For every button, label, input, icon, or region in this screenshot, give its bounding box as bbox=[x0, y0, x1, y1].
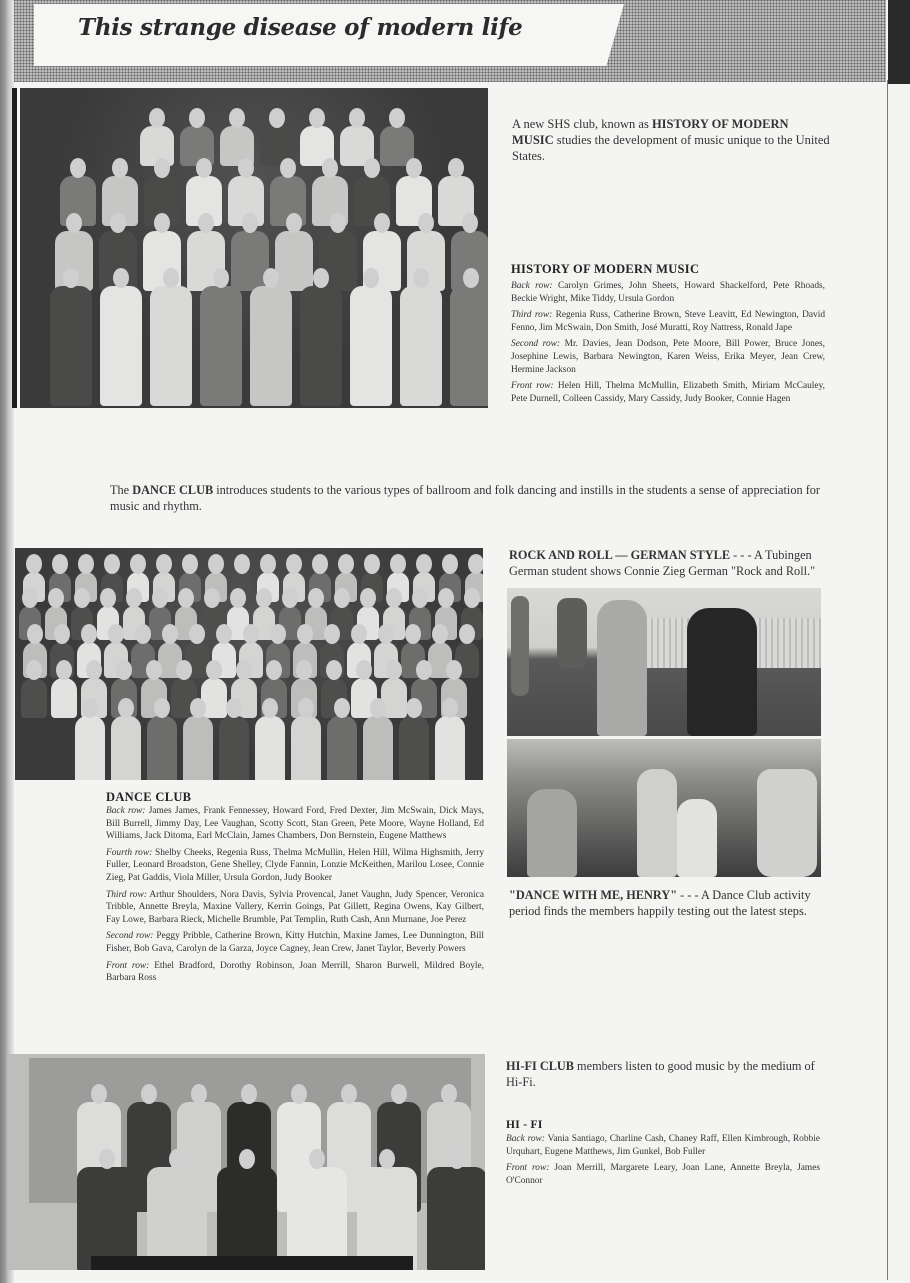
figure-head bbox=[291, 1084, 307, 1104]
figure-head bbox=[135, 624, 151, 644]
figure-head bbox=[204, 588, 220, 608]
figure-head bbox=[113, 268, 129, 288]
figure-head bbox=[341, 1084, 357, 1104]
figure-head bbox=[446, 660, 462, 680]
figure-head bbox=[149, 108, 165, 128]
figure-head bbox=[448, 158, 464, 178]
figure-head bbox=[99, 1149, 115, 1169]
figure-head bbox=[351, 624, 367, 644]
figure-head bbox=[262, 698, 278, 718]
figure-head bbox=[406, 698, 422, 718]
figure-body bbox=[147, 716, 177, 780]
figure-body bbox=[327, 716, 357, 780]
hifi-club-group-photo bbox=[7, 1054, 485, 1270]
figure-head bbox=[198, 213, 214, 233]
figure-head bbox=[189, 624, 205, 644]
figure-head bbox=[269, 108, 285, 128]
figure-head bbox=[459, 624, 475, 644]
figure-body bbox=[291, 716, 321, 780]
history-club-intro: A new SHS club, known as HISTORY OF MODERN MUSIC studies the development of music unique to the United States. bbox=[512, 117, 830, 163]
figure-head bbox=[416, 660, 432, 680]
figure-head bbox=[464, 588, 480, 608]
page-binding-shadow bbox=[12, 88, 17, 408]
dancer-center bbox=[637, 769, 677, 877]
figure-head bbox=[256, 588, 272, 608]
rock-and-roll-photo bbox=[507, 588, 821, 736]
figure-body bbox=[427, 1167, 485, 1270]
figure-head bbox=[364, 158, 380, 178]
figure-head bbox=[442, 698, 458, 718]
figure-head bbox=[126, 588, 142, 608]
dancer-left bbox=[527, 789, 577, 877]
figure-body bbox=[100, 286, 142, 406]
figure-head bbox=[241, 1084, 257, 1104]
page-title: This strange disease of modern life bbox=[78, 14, 523, 41]
figure-body bbox=[357, 1167, 417, 1270]
figure-head bbox=[163, 268, 179, 288]
figure-head bbox=[418, 213, 434, 233]
figure-head bbox=[162, 624, 178, 644]
figure-head bbox=[154, 698, 170, 718]
dance-with-me-henry-photo bbox=[507, 739, 821, 877]
figure-head bbox=[349, 108, 365, 128]
dance-with-me-caption: "DANCE WITH ME, HENRY" - - - A Dance Club activity period finds the members happily testing out the latest steps. bbox=[509, 888, 811, 918]
roster-row: Front row: Ethel Bradford, Dorothy Robinson, Joan Merrill, Sharon Burwell, Mildred Boyle, Barbara Ross bbox=[106, 960, 485, 984]
figure-head bbox=[152, 588, 168, 608]
figure-head bbox=[324, 624, 340, 644]
figure-head bbox=[116, 660, 132, 680]
dancer-boy bbox=[687, 608, 757, 736]
figure-head bbox=[374, 213, 390, 233]
figure-head bbox=[338, 554, 354, 574]
figure-body bbox=[111, 716, 141, 780]
figure-head bbox=[390, 554, 406, 574]
figure-head bbox=[243, 624, 259, 644]
header-halftone-band bbox=[14, 0, 886, 82]
crowd bbox=[757, 769, 817, 877]
figure-body bbox=[350, 286, 392, 406]
figure-head bbox=[216, 624, 232, 644]
figure-body bbox=[50, 286, 92, 406]
page-fold-line bbox=[887, 80, 888, 1280]
figure-head bbox=[104, 554, 120, 574]
figure-head bbox=[196, 158, 212, 178]
figure-head bbox=[442, 554, 458, 574]
figure-body bbox=[300, 286, 342, 406]
figure-body bbox=[51, 678, 77, 718]
figure-head bbox=[438, 588, 454, 608]
figure-head bbox=[63, 268, 79, 288]
figure-head bbox=[154, 158, 170, 178]
figure-body bbox=[21, 678, 47, 718]
figure-head bbox=[108, 624, 124, 644]
figure-head bbox=[66, 213, 82, 233]
figure-head bbox=[234, 554, 250, 574]
figure-body bbox=[250, 286, 292, 406]
figure-head bbox=[330, 213, 346, 233]
hifi-club-caption bbox=[506, 1118, 820, 1191]
figure-head bbox=[280, 158, 296, 178]
figure-head bbox=[213, 268, 229, 288]
figure-head bbox=[154, 213, 170, 233]
figure-head bbox=[56, 660, 72, 680]
figure-head bbox=[176, 660, 192, 680]
figure-head bbox=[386, 588, 402, 608]
figure-body bbox=[75, 716, 105, 780]
figure-head bbox=[313, 268, 329, 288]
figure-head bbox=[463, 268, 479, 288]
figure-head bbox=[156, 554, 172, 574]
roster-row: Front row: Joan Merrill, Margarete Leary, Joan Lane, Annette Breyla, James O'Connor bbox=[506, 1163, 821, 1186]
roster-row: Front row: Helen Hill, Thelma McMullin, Elizabeth Smith, Miriam McCauley, Pete Durnell, Colleen Cassidy, Mary Cassidy, Judy Booker, Connie Hagen bbox=[511, 381, 825, 404]
figure-head bbox=[386, 660, 402, 680]
figure-head bbox=[54, 624, 70, 644]
figure-body bbox=[399, 716, 429, 780]
figure-head bbox=[360, 588, 376, 608]
figure-body bbox=[275, 231, 313, 291]
history-club-caption bbox=[511, 262, 825, 409]
figure-head bbox=[70, 158, 86, 178]
figure-head bbox=[78, 554, 94, 574]
figure-head bbox=[298, 698, 314, 718]
figure-head bbox=[189, 108, 205, 128]
figure-head bbox=[48, 588, 64, 608]
figure-head bbox=[236, 660, 252, 680]
caption-title: DANCE CLUB bbox=[106, 790, 192, 804]
caption-title: HI - FI bbox=[506, 1119, 543, 1131]
figure-body bbox=[363, 716, 393, 780]
figure-head bbox=[263, 268, 279, 288]
figure-head bbox=[110, 213, 126, 233]
figure-head bbox=[27, 624, 43, 644]
dancer-right bbox=[677, 799, 717, 877]
figure-head bbox=[296, 660, 312, 680]
figure-body bbox=[219, 716, 249, 780]
figure-head bbox=[260, 554, 276, 574]
figure-head bbox=[363, 268, 379, 288]
figure-body bbox=[183, 716, 213, 780]
dance-club-group-photo bbox=[15, 548, 483, 780]
figure-head bbox=[312, 554, 328, 574]
figure-head bbox=[389, 108, 405, 128]
figure-body bbox=[435, 716, 465, 780]
figure-head bbox=[82, 698, 98, 718]
table-edge bbox=[91, 1256, 413, 1270]
figure-head bbox=[432, 624, 448, 644]
figure-head bbox=[309, 1149, 325, 1169]
figure-body bbox=[150, 286, 192, 406]
figure-body bbox=[287, 1167, 347, 1270]
page-right-edge bbox=[888, 0, 910, 84]
rock-and-roll-caption: ROCK AND ROLL — GERMAN STYLE - - - A Tubingen German student shows Connie Zieg German "Rock and Roll." bbox=[509, 548, 816, 578]
figure-body bbox=[147, 1167, 207, 1270]
figure-head bbox=[239, 1149, 255, 1169]
figure-body bbox=[450, 286, 488, 406]
roster-row: Second row: Mr. Davies, Jean Dodson, Pete Moore, Bill Power, Bruce Jones, Josephine Lewis, Barbara Newington, Karen Weiss, Erika Meyer, Jean Crew, Hermine Jackson bbox=[511, 339, 825, 375]
figure-head bbox=[364, 554, 380, 574]
figure-head bbox=[146, 660, 162, 680]
figure-body bbox=[255, 716, 285, 780]
figure-head bbox=[22, 588, 38, 608]
figure-head bbox=[356, 660, 372, 680]
figure-head bbox=[378, 624, 394, 644]
figure-head bbox=[282, 588, 298, 608]
figure-head bbox=[462, 213, 478, 233]
figure-head bbox=[266, 660, 282, 680]
figure-head bbox=[468, 554, 483, 574]
figure-head bbox=[26, 554, 42, 574]
figure-head bbox=[26, 660, 42, 680]
figure-head bbox=[270, 624, 286, 644]
figure-head bbox=[52, 554, 68, 574]
figure-body bbox=[77, 1167, 137, 1270]
figure-head bbox=[405, 624, 421, 644]
figure-body bbox=[200, 286, 242, 406]
figure-head bbox=[334, 588, 350, 608]
figure-head bbox=[190, 698, 206, 718]
figure-head bbox=[416, 554, 432, 574]
figure-head bbox=[226, 698, 242, 718]
hifi-club-intro: HI-FI CLUB members listen to good music by the medium of Hi-Fi. bbox=[506, 1059, 815, 1089]
figure-head bbox=[141, 1084, 157, 1104]
figure-head bbox=[449, 1149, 465, 1169]
figure-head bbox=[286, 213, 302, 233]
figure-head bbox=[412, 588, 428, 608]
figure-body bbox=[217, 1167, 277, 1270]
figure-head bbox=[91, 1084, 107, 1104]
figure-head bbox=[413, 268, 429, 288]
figure-head bbox=[286, 554, 302, 574]
figure-head bbox=[370, 698, 386, 718]
figure-head bbox=[297, 624, 313, 644]
dance-club-caption bbox=[106, 790, 484, 989]
figure-head bbox=[230, 588, 246, 608]
figure-head bbox=[326, 660, 342, 680]
onlooker bbox=[557, 598, 587, 668]
figure-head bbox=[74, 588, 90, 608]
figure-body bbox=[400, 286, 442, 406]
figure-head bbox=[309, 108, 325, 128]
dancer-girl bbox=[597, 600, 647, 736]
roster-row: Third row: Arthur Shoulders, Nora Davis, Sylvia Provencal, Janet Vaughn, Judy Spencer, Veronica Tribble, Annette Breyla, Maxine Vallery, Kerrin Goings, Pat Gillett, Regina Owens, Kay Gilbert, Fay Lowe, Barbara Rieck, Michelle Brumble, Pat Templin, Ruth Cash, Ann Murnane, Joe Perez bbox=[106, 889, 484, 925]
figure-head bbox=[118, 698, 134, 718]
figure-head bbox=[81, 624, 97, 644]
figure-head bbox=[322, 158, 338, 178]
figure-head bbox=[308, 588, 324, 608]
figure-head bbox=[391, 1084, 407, 1104]
roster-row: Back row: James James, Frank Fennessey, Howard Ford, Fred Dexter, Jim McSwain, Dick Mays, Bill Burrell, Jimmy Day, Lee Vaughan, Scotty Scott, Stan Green, Pete Moore, Wayne Holland, Ed Williams, Jack Ditoma, Earl McClain, James Chambers, Don Bernstein, Eugene Matthews bbox=[106, 806, 485, 842]
figure-head bbox=[100, 588, 116, 608]
figure-head bbox=[242, 213, 258, 233]
dance-club-intro: The DANCE CLUB introduces students to the various types of ballroom and folk dancing and instills in the students a sense of appreciation for music and rhythm. bbox=[110, 483, 821, 513]
roster-row: Back row: Carolyn Grimes, John Sheets, Howard Shackelford, Pete Rhoads, Beckie Wright, Mike Tiddy, Ursula Gordon bbox=[511, 281, 826, 304]
figure-head bbox=[169, 1149, 185, 1169]
figure-head bbox=[379, 1149, 395, 1169]
figure-head bbox=[406, 158, 422, 178]
figure-head bbox=[334, 698, 350, 718]
onlooker bbox=[511, 596, 529, 696]
figure-head bbox=[112, 158, 128, 178]
figure-head bbox=[208, 554, 224, 574]
figure-head bbox=[178, 588, 194, 608]
figure-head bbox=[130, 554, 146, 574]
figure-head bbox=[229, 108, 245, 128]
roster-row: Fourth row: Shelby Cheeks, Regenia Russ, Thelma McMullin, Helen Hill, Wilma Highsmith, Jerry Fuller, Leonard Broadston, Gene Shelley, Clyde Fannin, Lonzie McKeithen, Marilou Losee, Connie Zieg, Pat Gaddis, Viola Miller, Ursula Gordon, Judy Booker bbox=[106, 847, 485, 883]
figure-head bbox=[206, 660, 222, 680]
history-club-group-photo bbox=[20, 88, 488, 408]
roster-row: Third row: Regenia Russ, Catherine Brown, Steve Leavitt, Ed Newington, David Fenno, Jim McSwain, Don Smith, José Muratti, Roy Nattress, Ronald Jape bbox=[511, 310, 826, 333]
figure-head bbox=[441, 1084, 457, 1104]
roster-row: Second row: Peggy Pribble, Catherine Brown, Kitty Hutchin, Maxine James, Lee Dunnington, Bill Fisher, Bob Gava, Carolyn de la Garza, Joyce Cagney, Jean Crew, Janet Taylor, Beverly Powers bbox=[106, 931, 484, 954]
figure-head bbox=[191, 1084, 207, 1104]
figure-head bbox=[86, 660, 102, 680]
caption-title: HISTORY OF MODERN MUSIC bbox=[511, 262, 700, 276]
roster-row: Back row: Vania Santiago, Charline Cash, Chaney Raff, Ellen Kimbrough, Robbie Urquhart, Eugene Matthews, Jim Gunkel, Bob Fuller bbox=[506, 1134, 820, 1157]
figure-head bbox=[182, 554, 198, 574]
figure-head bbox=[238, 158, 254, 178]
